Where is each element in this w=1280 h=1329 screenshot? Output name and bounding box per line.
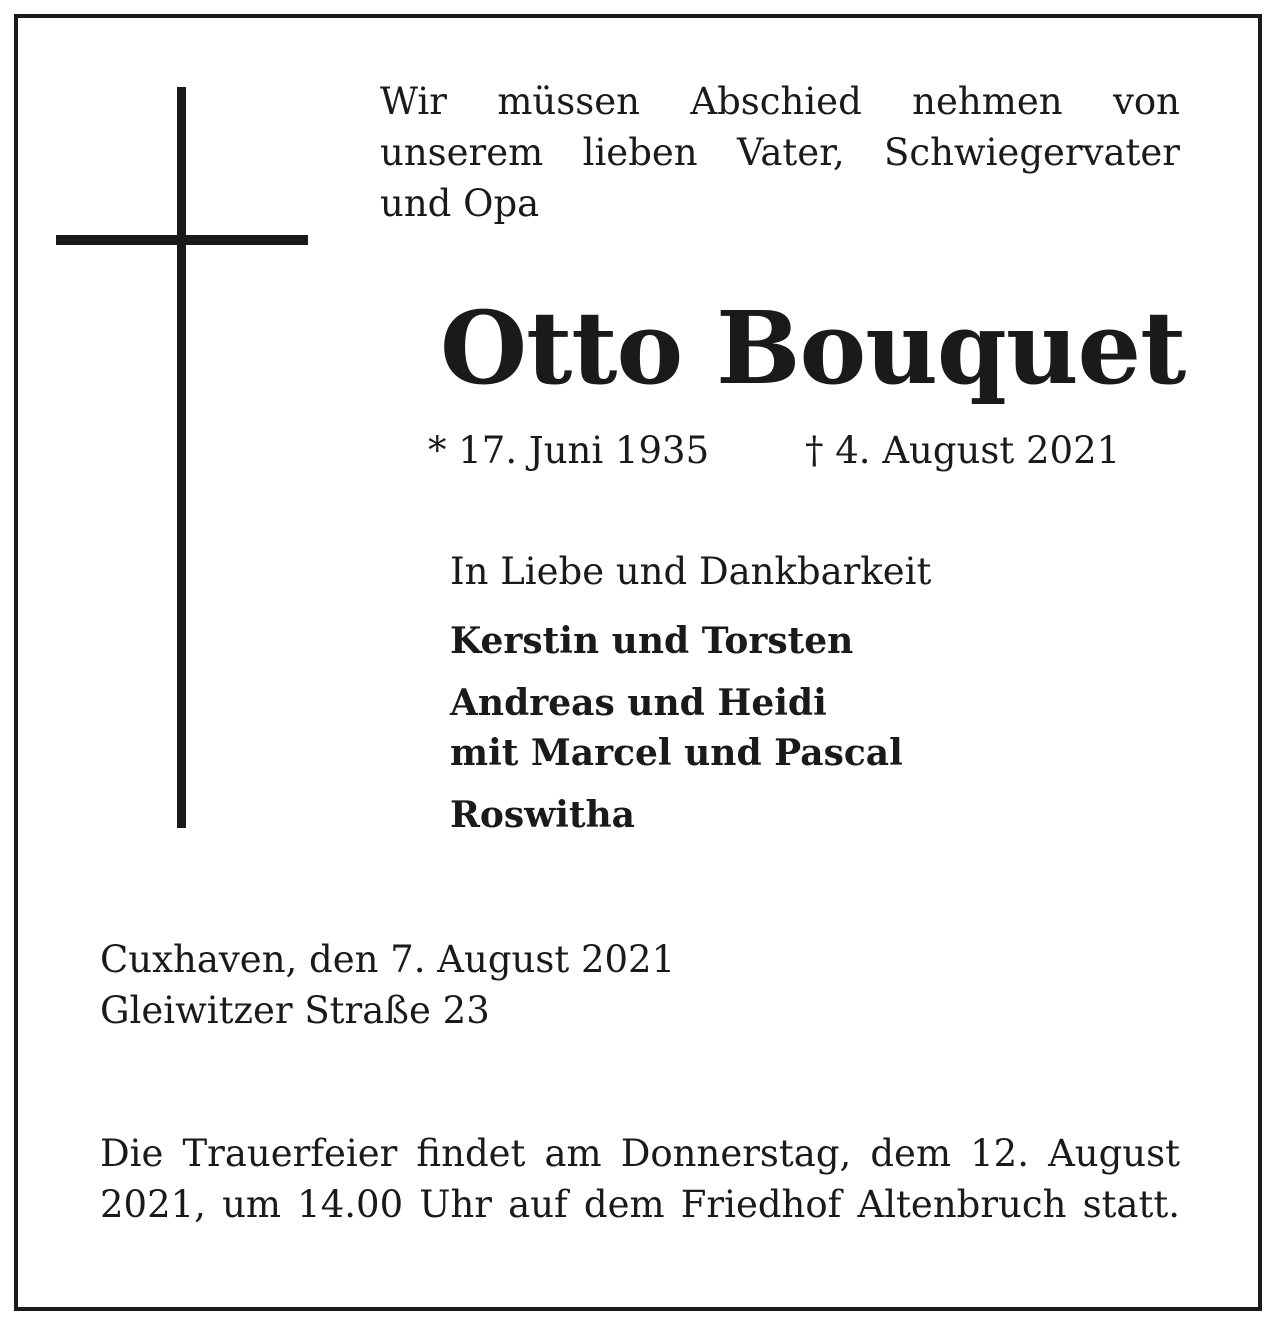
cross-icon xyxy=(177,87,186,828)
mourner-family: Andreas und Heidi xyxy=(450,682,827,724)
intro-line: und Opa xyxy=(380,182,540,225)
funeral-notice xyxy=(100,1128,1180,1230)
mourner-family: mit Marcel und Pascal xyxy=(450,732,903,774)
place-and-address xyxy=(100,934,675,1036)
mourner-family: Kerstin und Torsten xyxy=(450,620,854,662)
funeral-line: Die Trauerfeier findet am Donnerstag, dem 12. August xyxy=(100,1132,1180,1175)
address: Gleiwitzer Straße 23 xyxy=(100,989,490,1032)
cross-icon-bar xyxy=(56,235,308,245)
birth-date: * 17. Juni 1935 xyxy=(428,429,710,472)
death-date: † 4. August 2021 xyxy=(805,429,1121,472)
intro-text xyxy=(380,76,1180,229)
intro-line: Wir müssen Abschied nehmen von xyxy=(380,80,1180,123)
funeral-line: 2021, um 14.00 Uhr auf dem Friedhof Altenbruch statt. xyxy=(100,1183,1180,1226)
mourner-family: Roswitha xyxy=(450,794,635,836)
place-date: Cuxhaven, den 7. August 2021 xyxy=(100,938,676,981)
deceased-name: Otto Bouquet xyxy=(440,289,1186,407)
gratitude-text: In Liebe und Dankbarkeit xyxy=(450,550,932,593)
intro-line: unserem lieben Vater, Schwiegervater xyxy=(380,131,1180,174)
